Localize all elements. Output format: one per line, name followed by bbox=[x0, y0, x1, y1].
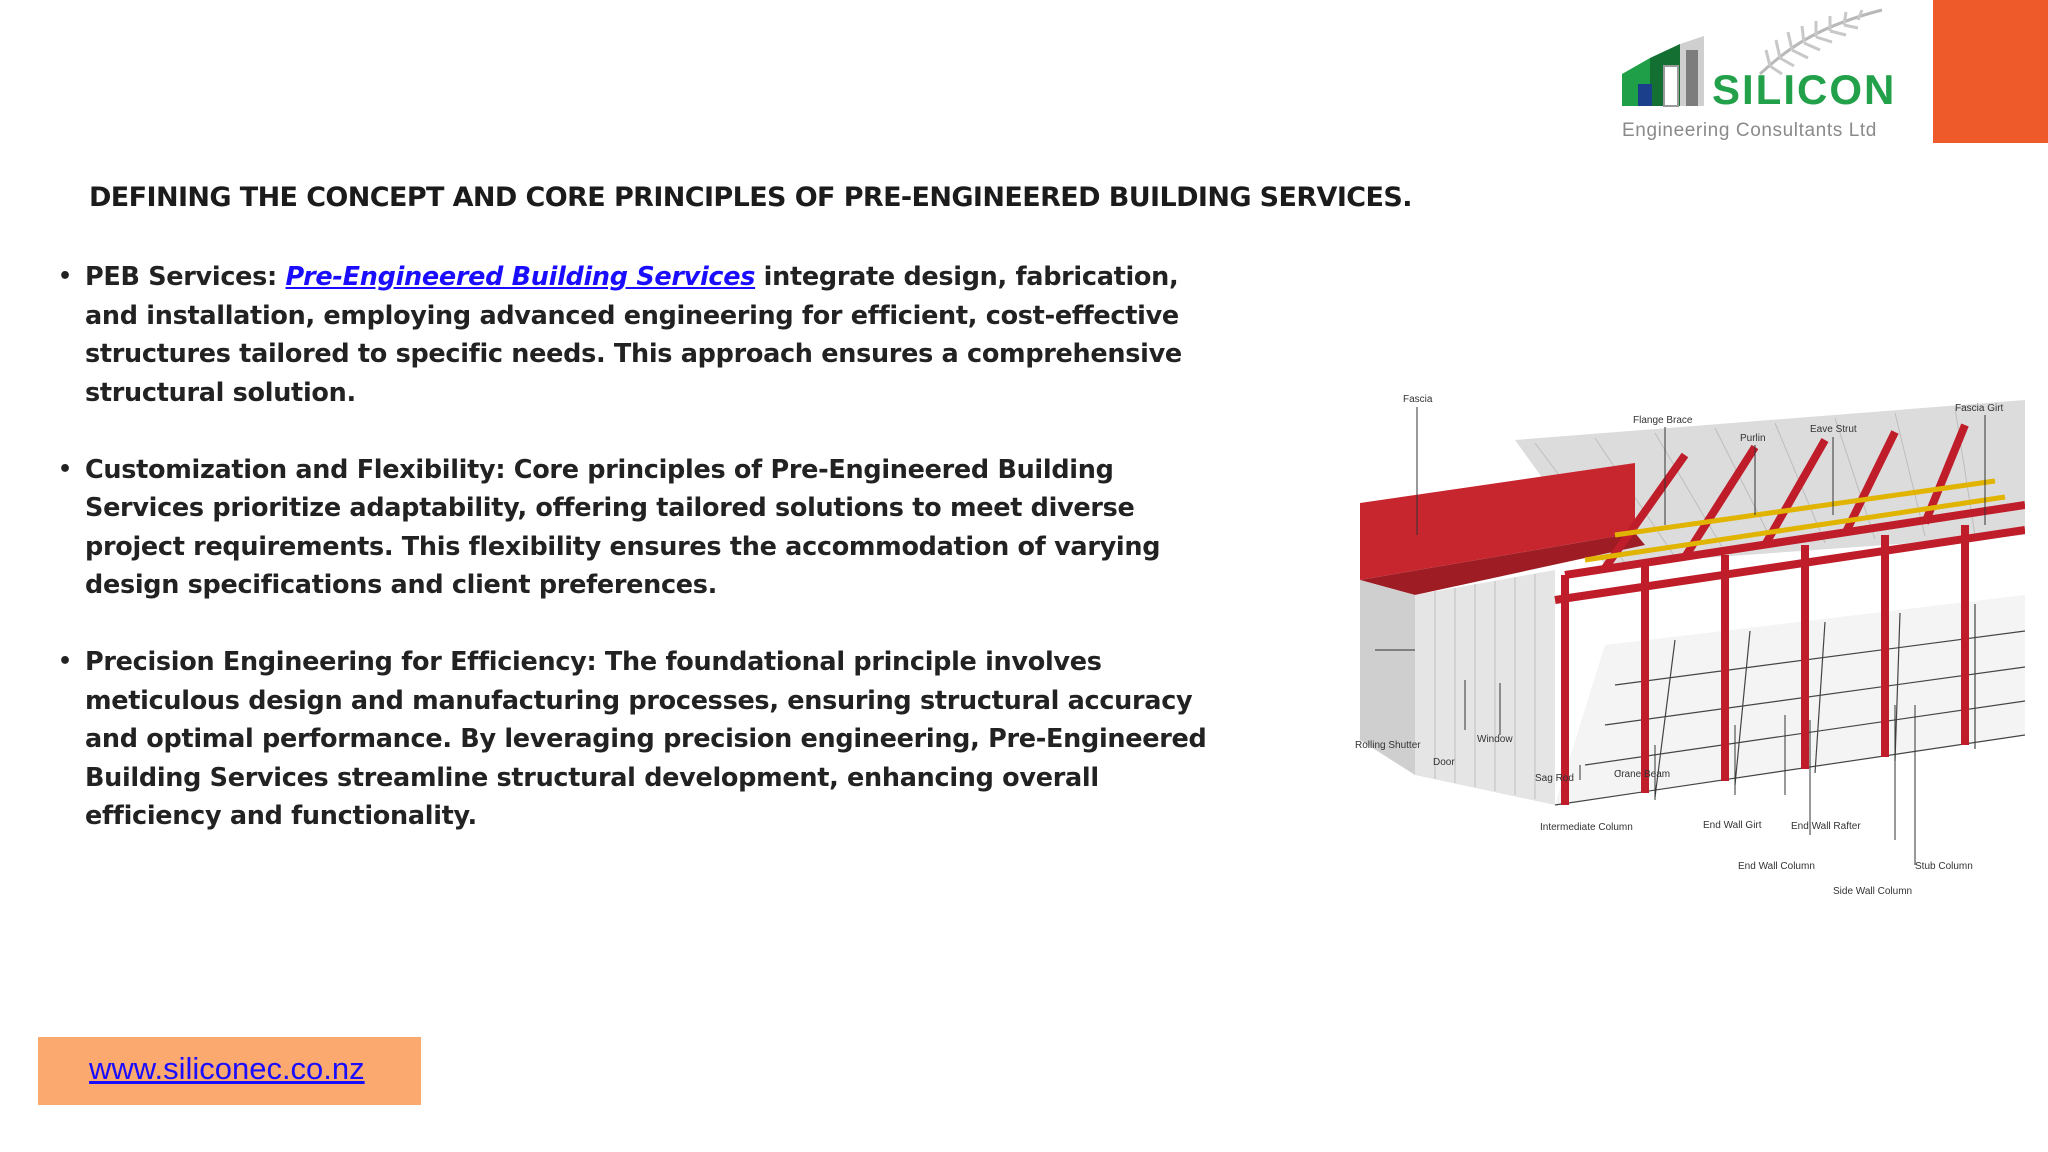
logo-wordmark: SILICON bbox=[1712, 66, 1897, 113]
label-intermediate-column: Intermediate Column bbox=[1540, 822, 1633, 833]
bullet-item bbox=[58, 258, 1238, 412]
bullet-dot-icon: • bbox=[58, 649, 72, 674]
label-stub-column: Stub Column bbox=[1915, 861, 1973, 872]
label-door: Door bbox=[1433, 757, 1455, 768]
building-frame-illustration bbox=[1355, 385, 2025, 905]
label-rolling-shutter: Rolling Shutter bbox=[1355, 740, 1421, 751]
bullet-item bbox=[58, 451, 1238, 605]
label-sag-rod: Sag Rod bbox=[1535, 773, 1574, 784]
website-link[interactable]: www.siliconec.co.nz bbox=[89, 1051, 365, 1086]
label-fascia-girt: Fascia Girt bbox=[1955, 403, 2004, 414]
bullet-lead: PEB Services: bbox=[85, 262, 286, 292]
label-window: Window bbox=[1477, 734, 1513, 745]
label-crane-beam: Crane Beam bbox=[1614, 769, 1671, 780]
label-side-wall-column: Side Wall Column bbox=[1833, 886, 1913, 897]
orange-corner-block bbox=[1933, 0, 2048, 143]
label-end-wall-rafter: End Wall Rafter bbox=[1791, 821, 1861, 832]
bullet-item bbox=[58, 643, 1238, 836]
bullet-text: Precision Engineering for Efficiency: The foundational principle involves meticulous design and manufacturing processes, ensuring structural accuracy and optimal performance. By leveraging precision engineering, Pre-Engineered Building Services streamline structural development, enhancing overall efficiency and functionality. bbox=[85, 647, 1207, 831]
bullet-list bbox=[58, 258, 1238, 874]
label-fascia: Fascia bbox=[1403, 394, 1433, 405]
label-flange-brace: Flange Brace bbox=[1633, 415, 1693, 426]
label-purlin: Purlin bbox=[1740, 433, 1766, 444]
bullet-dot-icon: • bbox=[58, 264, 72, 289]
label-end-wall-girt: End Wall Girt bbox=[1703, 820, 1762, 831]
label-eave-strut: Eave Strut bbox=[1810, 424, 1857, 435]
label-end-wall-column: End Wall Column bbox=[1738, 861, 1815, 872]
peb-services-link[interactable]: Pre-Engineered Building Services bbox=[285, 262, 756, 292]
bullet-text: Customization and Flexibility: Core principles of Pre-Engineered Building Services prioritize adaptability, offering tailored solutions to meet diverse project requirements. This flexibility ensures the accommodation of varying design specifications and client preferences. bbox=[85, 454, 1161, 600]
website-banner bbox=[38, 1037, 421, 1105]
bullet-dot-icon: • bbox=[58, 456, 72, 482]
peb-structure-diagram bbox=[1355, 385, 2025, 905]
page-title: DEFINING THE CONCEPT AND CORE PRINCIPLES OF PRE-ENGINEERED BUILDING SERVICES. bbox=[89, 182, 1412, 213]
bullet-text: integrate design, fabrication, and installation, employing advanced engineering for efficient, cost-effective structures tailored to specific needs. This approach ensures a comprehensive structural solution. bbox=[85, 262, 1182, 408]
company-logo bbox=[1620, 6, 1920, 146]
logo-tagline: Engineering Consultants Ltd bbox=[1622, 120, 1877, 141]
